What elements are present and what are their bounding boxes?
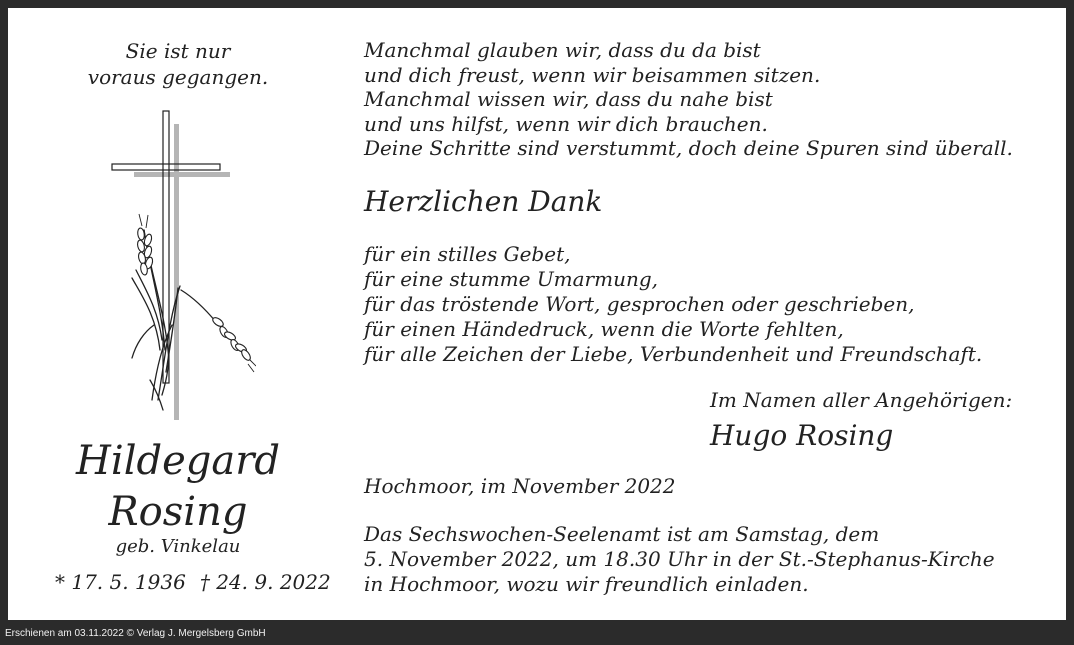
quote-line: und dich freust, wenn wir beisammen sitzen. — [364, 62, 821, 87]
cross-with-wheat-icon — [106, 110, 256, 430]
subtitle-line: Sie ist nur — [125, 39, 231, 63]
death-date: † 24. 9. 2022 — [199, 570, 331, 594]
quote-line: Deine Schritte sind verstummt, doch deine Spuren sind überall. — [364, 136, 1013, 160]
publication-footer: Erschienen am 03.11.2022 © Verlag J. Mergelsberg GmbH — [5, 628, 266, 639]
life-dates — [48, 570, 331, 594]
deceased-name — [48, 436, 308, 538]
signature-name: Hugo Rosing — [710, 419, 894, 452]
service-line: in Hochmoor, wozu wir freundlich einladen. — [364, 572, 809, 596]
quote-line: und uns hilfst, wenn wir dich brauchen. — [364, 111, 768, 136]
thanks-line: für alle Zeichen der Liebe, Verbundenheit und Freundschaft. — [364, 342, 983, 366]
maiden-name: geb. Vinkelau — [115, 536, 241, 557]
service-notice — [364, 522, 995, 597]
memorial-quote — [364, 38, 1013, 161]
signature-intro: Im Namen aller Angehörigen: — [710, 388, 1013, 412]
birth-date: * 17. 5. 1936 — [55, 570, 186, 594]
thanks-line: für das tröstende Wort, gesprochen oder geschrieben, — [364, 292, 915, 316]
subtitle — [48, 38, 308, 90]
obituary-card — [8, 8, 1066, 620]
last-name: Rosing — [108, 489, 248, 535]
quote-line: Manchmal glauben wir, dass du da bist — [364, 38, 761, 62]
service-line: Das Sechswochen-Seelenamt ist am Samstag, dem — [364, 522, 880, 546]
thanks-line: für ein stilles Gebet, — [364, 242, 571, 266]
subtitle-line: voraus gegangen. — [87, 65, 269, 89]
first-name: Hildegard — [76, 438, 280, 484]
thanks-line: für einen Händedruck, wenn die Worte fehlten, — [364, 317, 844, 341]
thanks-list — [364, 242, 982, 367]
thanks-heading: Herzlichen Dank — [364, 185, 603, 218]
service-line: 5. November 2022, um 18.30 Uhr in der St.-Stephanus-Kirche — [364, 547, 995, 571]
place-date: Hochmoor, im November 2022 — [364, 474, 676, 498]
quote-line: Manchmal wissen wir, dass du nahe bist — [364, 87, 773, 111]
thanks-line: für eine stumme Umarmung, — [364, 267, 659, 291]
